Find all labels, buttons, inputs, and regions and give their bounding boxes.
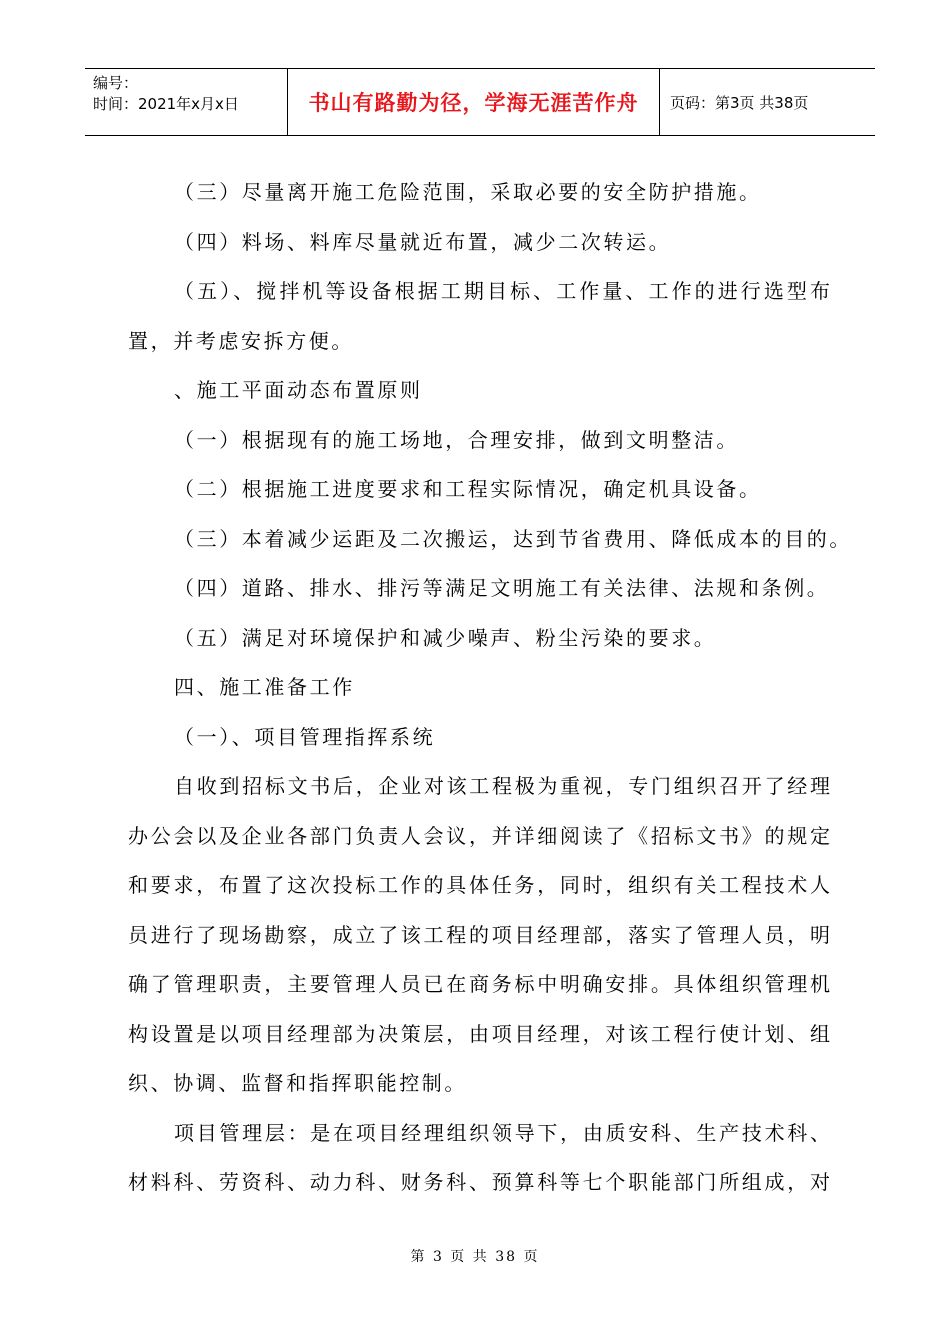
document-body (128, 172, 852, 1212)
page-info: 页码：第3页 共38页 (670, 93, 809, 112)
body-line: 确了管理职责，主要管理人员已在商务标中明确安排。具体组织管理机 (128, 972, 832, 996)
body-line: （四）料场、料库尽量就近布置，减少二次转运。 (174, 229, 672, 254)
header-motto-cell (288, 69, 660, 135)
body-line: 员进行了现场勘察，成立了该工程的项目经理部，落实了管理人员，明 (128, 922, 832, 947)
body-line: 办公会以及企业各部门负责人会议，并详细阅读了《招标文书》的规定 (128, 823, 832, 848)
header-page-info (660, 69, 875, 135)
body-line: （三）本着减少运距及二次搬运，达到节省费用、降低成本的目的。 (174, 526, 852, 551)
body-line: （四）道路、排水、排污等满足文明施工有关法律、法规和条例。 (174, 576, 830, 600)
body-line: 置，并考虑安拆方便。 (128, 328, 354, 353)
page-header (85, 68, 875, 136)
section-heading: 四、施工准备工作 (174, 675, 355, 699)
body-line: 项目管理层：是在项目经理组织领导下，由质安科、生产技术科、 (174, 1120, 832, 1145)
header-meta (85, 69, 288, 135)
body-line: 和要求，布置了这次投标工作的具体任务，同时，组织有关工程技术人 (128, 873, 832, 897)
body-line: （二）根据施工进度要求和工程实际情况，确定机具设备。 (174, 477, 762, 501)
body-line: （三）尽量离开施工危险范围，采取必要的安全防护措施。 (174, 180, 762, 204)
body-line: 构设置是以项目经理部为决策层，由项目经理，对该工程行使计划、组 (128, 1021, 832, 1046)
section-heading: 、施工平面动态布置原则 (174, 378, 423, 402)
document-date: 时间：2021年x月x日 (93, 95, 239, 113)
body-line: （五）、搅拌机等设备根据工期目标、工作量、工作的进行选型布 (174, 279, 832, 303)
body-line: 自收到招标文书后，企业对该工程极为重视，专门组织召开了经理 (174, 774, 832, 798)
subsection-heading: （一）、项目管理指挥系统 (174, 724, 436, 749)
motto: 书山有路勤为径，学海无涯苦作舟 (308, 91, 639, 115)
page-footer: 第 3 页 共 38 页 (410, 1249, 540, 1265)
body-line: （一）根据现有的施工场地，合理安排，做到文明整洁。 (174, 427, 739, 452)
body-line: 织、协调、监督和指挥职能控制。 (128, 1071, 467, 1095)
body-line: 材料科、劳资科、动力科、财务科、预算科等七个职能部门所组成，对 (128, 1170, 832, 1194)
body-line: （五）满足对环境保护和减少噪声、粉尘污染的要求。 (174, 625, 717, 650)
document-number: 编号： (93, 74, 139, 92)
